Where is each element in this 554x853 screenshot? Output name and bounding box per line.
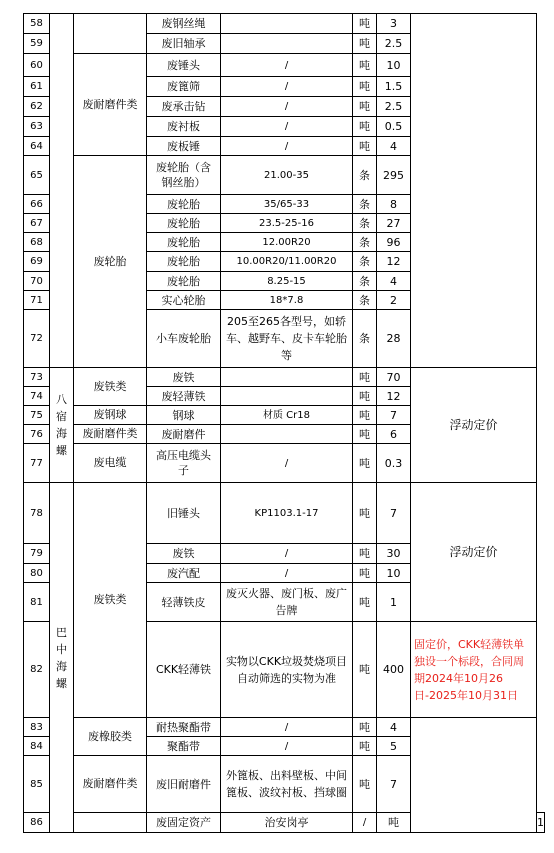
item-name: 废轮胎 [147, 252, 221, 272]
item-qty: 2 [377, 291, 411, 310]
row-number: 86 [24, 813, 50, 833]
item-qty: 10 [377, 564, 411, 583]
item-name: 废铁 [147, 544, 221, 564]
item-qty: 30 [377, 544, 411, 564]
item-qty: 4 [377, 137, 411, 156]
item-unit: 条 [353, 272, 377, 291]
item-name: 废轮胎 [147, 272, 221, 291]
table-row [24, 483, 545, 544]
category-label: 废铁类 [74, 483, 147, 718]
item-qty: 7 [377, 483, 411, 544]
item-name: 旧锤头 [147, 483, 221, 544]
category-cell-empty [74, 14, 147, 54]
item-name: CKK轻薄铁 [147, 622, 221, 718]
item-spec: / [221, 77, 353, 97]
item-spec [221, 368, 353, 387]
category-label: 废电缆 [74, 444, 147, 483]
item-unit: 吨 [353, 117, 377, 137]
item-unit: 吨 [353, 97, 377, 117]
item-name: 废耐磨件 [147, 425, 221, 444]
table-row [24, 14, 545, 34]
item-unit: 吨 [353, 564, 377, 583]
item-spec: / [221, 737, 353, 756]
item-qty: 2.5 [377, 34, 411, 54]
item-spec [221, 34, 353, 54]
item-unit: 吨 [353, 406, 377, 425]
row-number: 74 [24, 387, 50, 406]
row-number: 69 [24, 252, 50, 272]
item-spec: / [221, 544, 353, 564]
pricing-note: 浮动定价 [411, 368, 537, 483]
item-unit: 吨 [353, 425, 377, 444]
item-spec: 35/65-33 [221, 195, 353, 214]
item-unit: 条 [353, 233, 377, 252]
site-cell-empty [50, 14, 74, 368]
row-number: 70 [24, 272, 50, 291]
item-name: 聚酯带 [147, 737, 221, 756]
item-unit: 吨 [377, 813, 411, 833]
item-qty: 8 [377, 195, 411, 214]
item-qty: 6 [377, 425, 411, 444]
item-unit: 吨 [353, 14, 377, 34]
row-number: 78 [24, 483, 50, 544]
row-number: 80 [24, 564, 50, 583]
row-number: 65 [24, 156, 50, 195]
item-qty: 4 [377, 272, 411, 291]
table-row [24, 718, 545, 737]
row-number: 77 [24, 444, 50, 483]
item-spec: / [221, 718, 353, 737]
item-name: 废旧轴承 [147, 34, 221, 54]
row-number: 85 [24, 756, 50, 813]
item-spec: 18*7.8 [221, 291, 353, 310]
note-cell-empty [411, 14, 537, 368]
item-unit: 条 [353, 252, 377, 272]
item-name: 废轮胎 [147, 233, 221, 252]
item-name: 废钢丝绳 [147, 14, 221, 34]
item-spec: / [221, 137, 353, 156]
item-name: 废轮胎（含钢丝胎） [147, 156, 221, 195]
item-qty: 295 [377, 156, 411, 195]
row-number: 60 [24, 54, 50, 77]
item-qty: 70 [377, 368, 411, 387]
item-spec: 12.00R20 [221, 233, 353, 252]
item-unit: 吨 [353, 34, 377, 54]
item-qty: 7 [377, 756, 411, 813]
item-qty: 1.5 [377, 77, 411, 97]
item-unit: 吨 [353, 483, 377, 544]
item-unit: 条 [353, 310, 377, 368]
item-spec: 205至265各型号，如轿车、越野车、皮卡车轮胎等 [221, 310, 353, 368]
item-spec: 外篦板、出料壁板、中间篦板、波纹衬板、挡球圈 [221, 756, 353, 813]
item-name: 废篦筛 [147, 77, 221, 97]
note-cell-empty [411, 718, 537, 833]
item-name: 废板锤 [147, 137, 221, 156]
item-qty: 3 [377, 14, 411, 34]
category-label: 废耐磨件类 [74, 756, 147, 813]
item-qty: 0.5 [377, 117, 411, 137]
item-unit: 吨 [353, 737, 377, 756]
row-number: 61 [24, 77, 50, 97]
row-number: 68 [24, 233, 50, 252]
item-spec [221, 425, 353, 444]
item-spec: 10.00R20/11.00R20 [221, 252, 353, 272]
row-number: 62 [24, 97, 50, 117]
item-name: 废铁 [147, 368, 221, 387]
row-number: 64 [24, 137, 50, 156]
item-spec: 材质 Cr18 [221, 406, 353, 425]
item-qty: 1 [537, 813, 545, 833]
row-number: 73 [24, 368, 50, 387]
item-spec: KP1103.1-17 [221, 483, 353, 544]
category-label: 废耐磨件类 [74, 425, 147, 444]
row-number: 75 [24, 406, 50, 425]
item-unit: 吨 [353, 77, 377, 97]
item-name: 轻薄铁皮 [147, 583, 221, 622]
item-name: 废旧耐磨件 [147, 756, 221, 813]
site-label: 巴中海螺 [50, 483, 74, 833]
category-label: 废钢球 [74, 406, 147, 425]
table-row [24, 368, 545, 387]
item-spec: / [221, 117, 353, 137]
item-name: 治安岗亭 [221, 813, 353, 833]
item-name: 废汽配 [147, 564, 221, 583]
site-label: 八宿海螺 [50, 368, 74, 483]
item-unit: 吨 [353, 387, 377, 406]
row-number: 79 [24, 544, 50, 564]
row-number: 59 [24, 34, 50, 54]
row-number: 58 [24, 14, 50, 34]
item-qty: 0.3 [377, 444, 411, 483]
item-unit: 条 [353, 214, 377, 233]
item-name: 实心轮胎 [147, 291, 221, 310]
item-name: 小车废轮胎 [147, 310, 221, 368]
item-spec: / [221, 54, 353, 77]
item-name: 钢球 [147, 406, 221, 425]
item-name: 废锤头 [147, 54, 221, 77]
item-qty: 28 [377, 310, 411, 368]
item-spec: / [221, 97, 353, 117]
row-number: 76 [24, 425, 50, 444]
item-spec [221, 14, 353, 34]
category-label: 废铁类 [74, 368, 147, 406]
item-spec: 21.00-35 [221, 156, 353, 195]
item-spec: / [221, 564, 353, 583]
materials-table [23, 13, 545, 833]
item-qty: 5 [377, 737, 411, 756]
item-unit: 吨 [353, 137, 377, 156]
item-unit: 吨 [353, 583, 377, 622]
item-unit: 条 [353, 156, 377, 195]
item-unit: 吨 [353, 544, 377, 564]
category-label: 废耐磨件类 [74, 54, 147, 156]
category-label: 废轮胎 [74, 156, 147, 368]
item-unit: 条 [353, 195, 377, 214]
item-qty: 2.5 [377, 97, 411, 117]
item-qty: 4 [377, 718, 411, 737]
fixed-price-note: 固定价，CKK轻薄铁单独设一个标段，合同周期2024年10月26日-2025年10月31日 [411, 622, 537, 718]
site-cell-empty [74, 813, 147, 833]
item-unit: 吨 [353, 756, 377, 813]
item-qty: 12 [377, 252, 411, 272]
item-qty: 10 [377, 54, 411, 77]
row-number: 82 [24, 622, 50, 718]
item-qty: 27 [377, 214, 411, 233]
item-spec: / [353, 813, 377, 833]
item-name: 废衬板 [147, 117, 221, 137]
item-spec [221, 387, 353, 406]
item-qty: 96 [377, 233, 411, 252]
item-unit: 吨 [353, 368, 377, 387]
item-name: 高压电缆头子 [147, 444, 221, 483]
item-qty: 1 [377, 583, 411, 622]
item-unit: 吨 [353, 444, 377, 483]
category-label: 废橡胶类 [74, 718, 147, 756]
item-unit: 条 [353, 291, 377, 310]
item-qty: 12 [377, 387, 411, 406]
row-number: 67 [24, 214, 50, 233]
item-unit: 吨 [353, 54, 377, 77]
pricing-note: 浮动定价 [411, 483, 537, 622]
item-spec: 8.25-15 [221, 272, 353, 291]
item-name: 废轮胎 [147, 214, 221, 233]
table-body [24, 14, 545, 833]
row-number: 81 [24, 583, 50, 622]
row-number: 72 [24, 310, 50, 368]
item-name: 废轻薄铁 [147, 387, 221, 406]
item-name: 耐热聚酯带 [147, 718, 221, 737]
item-spec: / [221, 444, 353, 483]
item-spec: 废灭火器、废门板、废广告牌 [221, 583, 353, 622]
category-label: 废固定资产 [147, 813, 221, 833]
row-number: 84 [24, 737, 50, 756]
item-name: 废轮胎 [147, 195, 221, 214]
item-spec: 23.5-25-16 [221, 214, 353, 233]
item-name: 废承击钻 [147, 97, 221, 117]
item-qty: 400 [377, 622, 411, 718]
row-number: 63 [24, 117, 50, 137]
item-spec: 实物以CKK垃圾焚烧项目自动筛选的实物为准 [221, 622, 353, 718]
row-number: 71 [24, 291, 50, 310]
item-unit: 吨 [353, 622, 377, 718]
item-qty: 7 [377, 406, 411, 425]
row-number: 83 [24, 718, 50, 737]
item-unit: 吨 [353, 718, 377, 737]
row-number: 66 [24, 195, 50, 214]
